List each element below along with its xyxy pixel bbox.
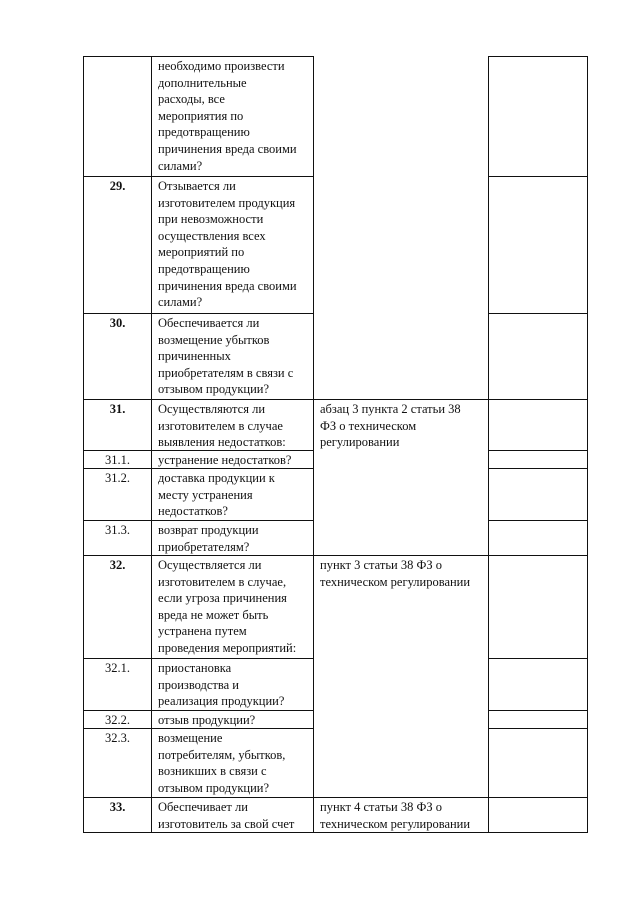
row-divider: [488, 468, 588, 469]
question-text: отзыв продукции?: [158, 713, 256, 727]
question-text: Обеспечивается ли возмещение убытков причиненных приобретателям в связи с отзывом продукции?: [158, 316, 294, 397]
question-text: Осуществляются ли изготовителем в случае выявления недостатков:: [158, 402, 286, 450]
table-top-border: [151, 56, 314, 57]
row-divider: [83, 658, 314, 659]
legal-reference: пункт 4 статьи 38 ФЗ о техническом регулировании: [320, 800, 471, 831]
row-number: 32.3.: [105, 731, 130, 745]
row-number: 31.1.: [105, 453, 130, 467]
table-col-divider: [488, 56, 489, 833]
row-number: 32.1.: [105, 661, 130, 675]
question-text: Осуществляется ли изготовителем в случае, если угроза причинения вреда не может быть устранена путем проведения мероприятий:: [158, 558, 297, 655]
row-divider: [83, 313, 314, 314]
row-divider: [83, 399, 588, 400]
row-divider: [488, 313, 588, 314]
question-text: доставка продукции к месту устранения недостатков?: [158, 471, 275, 519]
row-divider: [83, 520, 314, 521]
row-number: 31.2.: [105, 471, 130, 485]
row-number: 30.: [109, 316, 126, 330]
row-divider: [488, 520, 588, 521]
row-divider: [83, 710, 314, 711]
row-divider: [488, 658, 588, 659]
question-text: приостановка производства и реализация продукции?: [158, 661, 285, 709]
row-divider: [488, 710, 588, 711]
question-text: Обеспечивает ли изготовитель за свой счет: [158, 800, 295, 831]
row-number: 31.3.: [105, 523, 130, 537]
table-border-right: [587, 56, 588, 833]
row-number: 33.: [109, 800, 126, 814]
row-divider: [488, 176, 588, 177]
row-divider: [83, 797, 588, 798]
question-text: возврат продукции приобретателям?: [158, 523, 259, 554]
row-divider: [488, 450, 588, 451]
legal-reference: абзац 3 пункта 2 статьи 38 ФЗ о техническом регулировании: [320, 402, 461, 450]
table-top-border: [488, 56, 588, 57]
question-text: устранение недостатков?: [158, 453, 292, 467]
table-col-divider: [313, 56, 314, 833]
question-text: возмещение потребителям, убытков, возникших в связи с отзывом продукции?: [158, 731, 286, 795]
legal-reference: пункт 3 статьи 38 ФЗ о техническом регулировании: [320, 558, 471, 589]
row-divider: [83, 176, 314, 177]
question-text: необходимо произвести дополнительные расходы, все мероприятия по предотвращению причинения вреда своими силами?: [158, 59, 297, 173]
row-divider: [488, 728, 588, 729]
row-number: 32.: [109, 558, 126, 572]
table-top-border: [83, 56, 152, 57]
row-number: 32.2.: [105, 713, 130, 727]
row-number: 29.: [109, 179, 126, 193]
question-text: Отзывается ли изготовителем продукция при невозможности осуществления всех мероприятий по предотвращению причинения вреда своими силами?: [158, 179, 297, 310]
table-col-divider: [151, 56, 152, 833]
row-number: 31.: [109, 402, 126, 416]
